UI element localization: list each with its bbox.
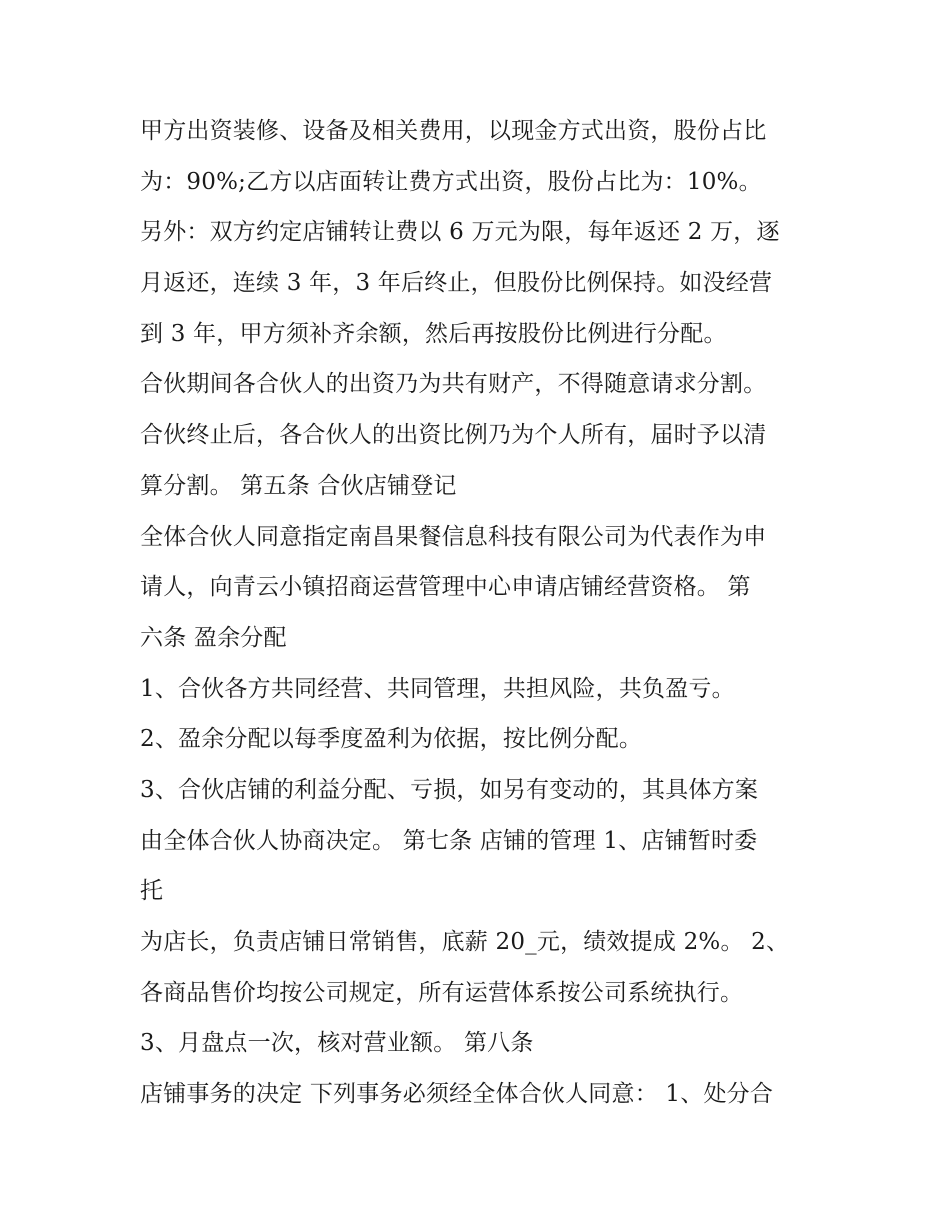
text-line: 请人，向青云小镇招商运营管理中心申请店铺经营资格。 第 — [140, 574, 751, 601]
text-line: 3、合伙店铺的利益分配、亏损，如另有变动的，其具体方案 — [140, 776, 759, 803]
text-line: 店铺事务的决定 下列事务必须经全体合伙人同意： 1、处分合 — [140, 1081, 774, 1108]
text-line: 六条 盈余分配 — [140, 624, 287, 651]
text-line: 3、月盘点一次，核对营业额。 第八条 — [140, 1030, 534, 1057]
text-line: 各商品售价均按公司规定，所有运营体系按公司系统执行。 — [140, 979, 744, 1006]
text-line: 合伙终止后，各合伙人的出资比例乃为个人所有，届时予以清 — [140, 422, 767, 449]
text-line: 为店长，负责店铺日常销售，底薪 20_元，绩效提成 2%。 2、 — [140, 929, 790, 955]
text-line: 到 3 年，甲方须补齐余额，然后再按股份比例进行分配。 — [140, 320, 727, 347]
text-line: 甲方出资装修、设备及相关费用，以现金方式出资，股份占比 — [140, 118, 767, 144]
text-line: 由全体合伙人协商决定。 第七条 店铺的管理 1、店铺暂时委 — [140, 827, 758, 854]
text-line: 合伙期间各合伙人的出资乃为共有财产，不得随意请求分割。 — [140, 371, 767, 398]
text-line: 算分割。 第五条 合伙店铺登记 — [140, 472, 457, 499]
text-line: 为：90%;乙方以店面转让费方式出资，股份占比为：10%。 — [140, 168, 762, 195]
text-line: 月返还，连续 3 年，3 年后终止，但股份比例保持。如没经营 — [140, 270, 773, 297]
text-line: 2、盈余分配以每季度盈利为依据，按比例分配。 — [140, 726, 643, 753]
text-line: 1、合伙各方共同经营、共同管理，共担风险，共负盈亏。 — [140, 675, 735, 702]
text-line: 全体合伙人同意指定南昌果餐信息科技有限公司为代表作为申 — [140, 523, 767, 550]
document-body — [140, 106, 820, 1120]
text-line: 另外：双方约定店铺转让费以 6 万元为限，每年返还 2 万，逐 — [140, 219, 780, 246]
text-line: 托 — [140, 878, 164, 905]
